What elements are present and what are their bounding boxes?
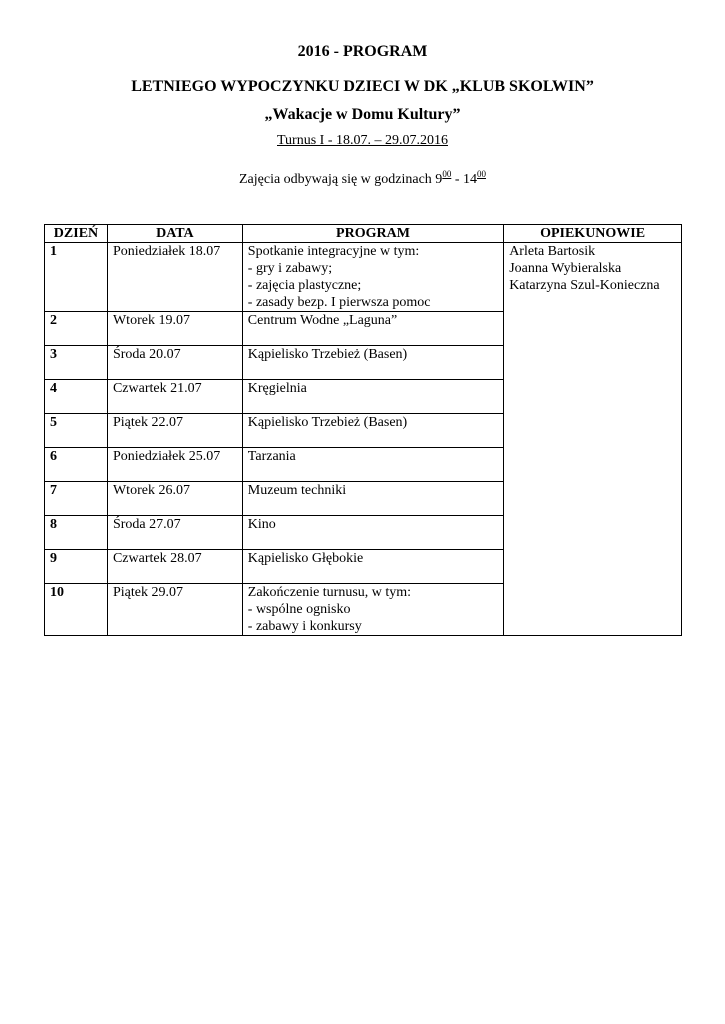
program-line: Kąpielisko Trzebież (Basen) bbox=[247, 415, 408, 430]
day-program bbox=[242, 414, 503, 448]
hours-start-minutes: 00 bbox=[442, 169, 452, 179]
day-date: Czwartek 21.07 bbox=[107, 380, 242, 414]
program-line: - gry i zabawy; bbox=[247, 261, 333, 276]
hours-separator: - 14 bbox=[451, 172, 477, 187]
day-date: Poniedziałek 18.07 bbox=[107, 243, 242, 312]
document-title: 2016 - PROGRAM bbox=[297, 43, 428, 60]
hours-prefix: Zajęcia odbywają się w godzinach 9 bbox=[239, 172, 443, 187]
column-header-program: PROGRAM bbox=[242, 225, 503, 243]
day-date: Czwartek 28.07 bbox=[107, 550, 242, 584]
hours-end-minutes: 00 bbox=[476, 169, 486, 179]
program-line: Tarzania bbox=[247, 449, 296, 464]
column-header-caregivers: OPIEKUNOWIE bbox=[504, 225, 682, 243]
program-motto: „Wakacje w Domu Kultury” bbox=[264, 106, 461, 123]
table-row bbox=[45, 243, 682, 312]
day-number: 9 bbox=[45, 550, 108, 584]
day-program bbox=[242, 550, 503, 584]
column-header-day: DZIEŃ bbox=[45, 225, 108, 243]
program-line: - zabawy i konkursy bbox=[247, 619, 362, 634]
day-date: Piątek 29.07 bbox=[107, 584, 242, 636]
day-number: 1 bbox=[45, 243, 108, 312]
turnus-dates bbox=[0, 132, 725, 150]
day-number: 5 bbox=[45, 414, 108, 448]
day-date: Środa 27.07 bbox=[107, 516, 242, 550]
table-header-row bbox=[45, 225, 682, 243]
column-header-date: DATA bbox=[107, 225, 242, 243]
program-line: Kąpielisko Głębokie bbox=[247, 551, 364, 566]
day-program bbox=[242, 380, 503, 414]
document-subtitle: LETNIEGO WYPOCZYNKU DZIECI W DK „KLUB SKOLWIN” bbox=[131, 78, 594, 95]
day-program bbox=[242, 584, 503, 636]
day-program bbox=[242, 516, 503, 550]
caregiver-name: Arleta Bartosik bbox=[509, 244, 596, 259]
program-line: Centrum Wodne „Laguna” bbox=[247, 313, 398, 328]
caregiver-name: Katarzyna Szul-Konieczna bbox=[509, 278, 660, 293]
day-date: Wtorek 26.07 bbox=[107, 482, 242, 516]
program-line: Spotkanie integracyjne w tym: bbox=[247, 244, 420, 259]
day-number: 10 bbox=[45, 584, 108, 636]
program-line: Kino bbox=[247, 517, 276, 532]
turnus-dates-text: Turnus I - 18.07. – 29.07.2016 bbox=[277, 133, 448, 148]
day-program bbox=[242, 448, 503, 482]
caregivers-cell bbox=[504, 243, 682, 636]
caregiver-name: Joanna Wybieralska bbox=[509, 261, 622, 276]
day-date: Piątek 22.07 bbox=[107, 414, 242, 448]
day-program bbox=[242, 482, 503, 516]
program-line: Kąpielisko Trzebież (Basen) bbox=[247, 347, 408, 362]
program-line: Zakończenie turnusu, w tym: bbox=[247, 585, 412, 600]
day-program bbox=[242, 312, 503, 346]
program-line: - zasady bezp. I pierwsza pomoc bbox=[247, 295, 431, 310]
day-program bbox=[242, 346, 503, 380]
activity-hours bbox=[0, 171, 725, 189]
day-number: 2 bbox=[45, 312, 108, 346]
schedule-table bbox=[44, 224, 682, 636]
day-program bbox=[242, 243, 503, 312]
program-line: Kręgielnia bbox=[247, 381, 307, 396]
program-line: - zajęcia plastyczne; bbox=[247, 278, 362, 293]
day-number: 6 bbox=[45, 448, 108, 482]
day-date: Poniedziałek 25.07 bbox=[107, 448, 242, 482]
day-date: Środa 20.07 bbox=[107, 346, 242, 380]
program-line: - wspólne ognisko bbox=[247, 602, 351, 617]
day-number: 7 bbox=[45, 482, 108, 516]
day-number: 3 bbox=[45, 346, 108, 380]
day-number: 4 bbox=[45, 380, 108, 414]
program-line: Muzeum techniki bbox=[247, 483, 347, 498]
day-number: 8 bbox=[45, 516, 108, 550]
day-date: Wtorek 19.07 bbox=[107, 312, 242, 346]
